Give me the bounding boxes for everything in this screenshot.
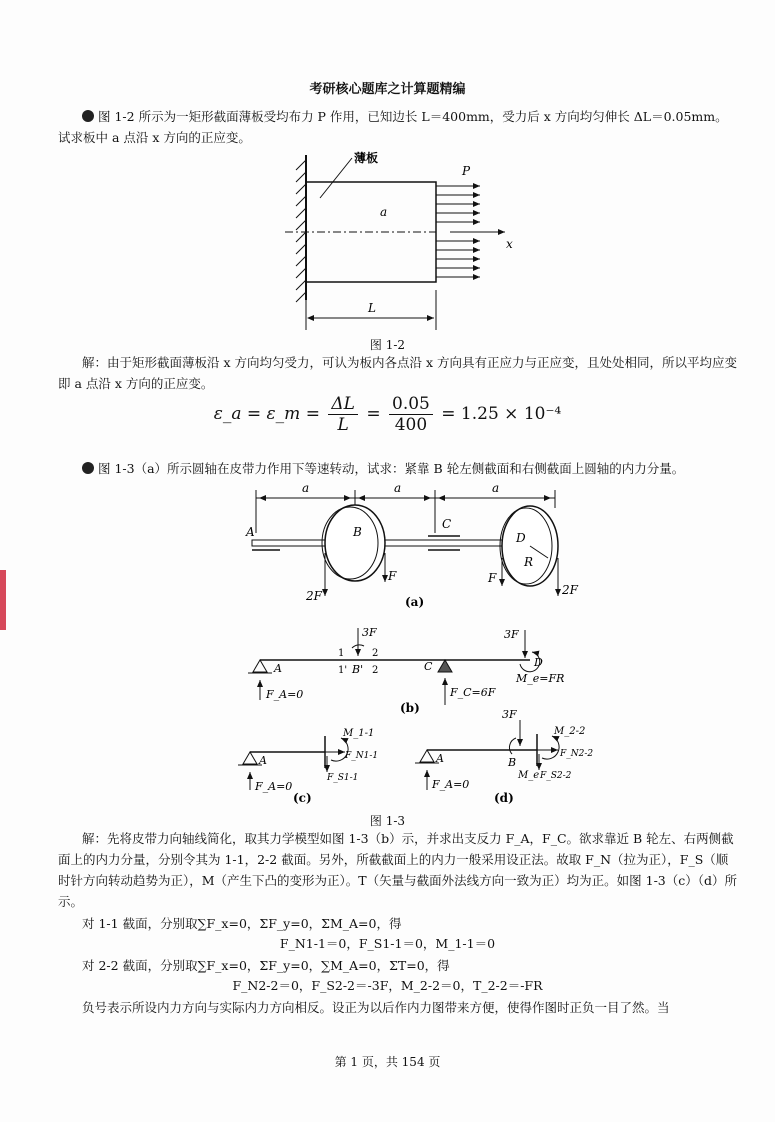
eq-den-1: L — [337, 415, 349, 435]
force-FS11: F_S1-1 — [327, 773, 359, 783]
label-A-d: A — [436, 752, 444, 765]
force-3F-d: 3F — [504, 628, 519, 641]
label-D: D — [516, 531, 526, 545]
bullet-icon — [82, 109, 98, 124]
problem1-text — [58, 106, 738, 148]
bullet-icon — [82, 461, 98, 476]
eq-num-1: ΔL — [328, 394, 358, 415]
scan-mark — [0, 570, 6, 630]
figure-1-2 — [280, 150, 520, 340]
force-3F-b: 3F — [362, 626, 377, 639]
moment-Me-d: M_e — [518, 770, 540, 781]
sec-1p: 1' — [338, 665, 348, 676]
length-l-label: L — [368, 301, 376, 315]
sec-2: 2 — [372, 648, 379, 659]
section-1-line: 对 1-1 截面，分别取∑F_x=0，ΣF_y=0，ΣM_A=0，得 — [82, 916, 402, 931]
moment-M11: M_1-1 — [343, 728, 375, 739]
problem2-statement: 图 1-3（a）所示圆轴在皮带力作用下等速转动，试求：紧靠 B 轮左侧截面和右侧截面上圆轴的内力分量。 — [98, 461, 685, 476]
sec-2p: 2 — [372, 665, 379, 676]
dim-a1: a — [302, 481, 310, 495]
eq-equals: = — [366, 404, 381, 424]
reaction-FC-b: F_C=6F — [450, 686, 496, 699]
section-2-line: 对 2-2 截面，分别取∑F_x=0，ΣF_y=0，∑M_A=0，ΣT=0，得 — [82, 958, 450, 973]
force-3F-dd: 3F — [502, 708, 517, 721]
label-R: R — [524, 555, 534, 569]
label-B: B — [353, 525, 362, 539]
sub-b: (b) — [400, 701, 420, 715]
plate-label: 薄板 — [354, 151, 379, 165]
force-FN11: F_N1-1 — [345, 751, 379, 761]
force-F-d: F — [488, 571, 497, 585]
label-A: A — [246, 525, 255, 539]
label-A-b: A — [274, 662, 282, 675]
moment-M22: M_2-2 — [554, 726, 586, 737]
figure-1-3a — [230, 478, 590, 613]
sub-c: (c) — [293, 791, 312, 805]
strain-equation — [0, 394, 775, 435]
x-axis-label: x — [506, 237, 513, 251]
force-2F-left: 2F — [306, 589, 322, 603]
problem1-solution: 解：由于矩形截面薄板沿 x 方向均匀受力，可认为板内各点沿 x 方向具有正应力与正应变，且处处相同，所以平均应变即 a 点沿 x 方向的正应变。 — [58, 355, 737, 391]
force-FN22: F_N2-2 — [560, 749, 594, 759]
section-1-result: F_N1-1＝0，F_S1-1＝0，M_1-1＝0 — [279, 936, 496, 951]
force-p-label: P — [462, 164, 471, 178]
label-B-b: B' — [352, 663, 364, 676]
section-2-result: F_N2-2＝0，F_S2-2＝-3F，M_2-2＝0，T_2-2＝-FR — [232, 978, 543, 993]
eq-fraction-2 — [389, 394, 433, 435]
dim-a3: a — [492, 481, 500, 495]
reaction-FA-c: F_A=0 — [255, 780, 293, 793]
eq-fraction-1 — [328, 394, 358, 435]
eq-rhs: = 1.25 × 10⁻⁴ — [441, 404, 562, 424]
problem2-solution: 解：先将皮带力向轴线简化，取其力学模型如图 1-3（b）示，并求出支反力 F_A，F_C。欲求靠近 B 轮左、右两侧截面上的内力分量，分别令其为 1-1，2-2 截面。另外，所截截面上的内力一般采用设正法。故取 F_N（拉为正），F_S（顺时针方向转动趋势为正），M（产生下凸的变形为正）。T（矢量与截面外法线方向一致为正）均为正。如图 1-3（c）（d）所示。 — [58, 831, 737, 909]
moment-Me-b: M_e=FR — [516, 672, 565, 685]
problem2-text — [58, 458, 738, 479]
eq-lhs: ε_a = ε_m = — [213, 404, 320, 424]
reaction-FA-b: F_A=0 — [266, 688, 304, 701]
eq-den-2: 400 — [394, 415, 428, 435]
figure-1-3d — [412, 706, 602, 810]
figure-1-2-caption: 图 1-2 — [369, 338, 406, 352]
page-title: 考研核心题库之计算题精编 — [309, 82, 466, 97]
label-C-b: C — [424, 660, 433, 673]
page-footer: 第 1 页，共 154 页 — [334, 1055, 441, 1069]
eq-num-2: 0.05 — [389, 394, 433, 415]
label-B-d: B — [508, 756, 517, 769]
force-F-b: F — [388, 569, 397, 583]
figure-1-3b — [240, 620, 580, 715]
figure-1-3-caption: 图 1-3 — [369, 814, 406, 828]
point-a-label: a — [380, 205, 388, 219]
figure-1-3c — [235, 722, 385, 810]
label-D-b: D — [534, 656, 543, 669]
dim-a2: a — [394, 481, 402, 495]
sub-a: (a) — [405, 595, 425, 609]
tail-text: 负号表示所设内力方向与实际内力方向相反。设正为以后作内力图带来方便，使得作图时正负一目了然。当 — [82, 1000, 670, 1015]
problem1-statement: 图 1-2 所示为一矩形截面薄板受均布力 P 作用，已知边长 L＝400mm，受力后 x 方向均匀伸长 ΔL＝0.05mm。试求板中 a 点沿 x 方向的正应变。 — [58, 109, 728, 145]
sub-d: (d) — [494, 791, 514, 805]
reaction-FA-d: F_A=0 — [432, 778, 470, 791]
sec-1: 1 — [338, 648, 345, 659]
force-2F-right: 2F — [562, 583, 578, 597]
label-C: C — [442, 517, 452, 531]
force-FS22: F_S2-2 — [540, 771, 572, 781]
label-A-c: A — [259, 754, 267, 767]
